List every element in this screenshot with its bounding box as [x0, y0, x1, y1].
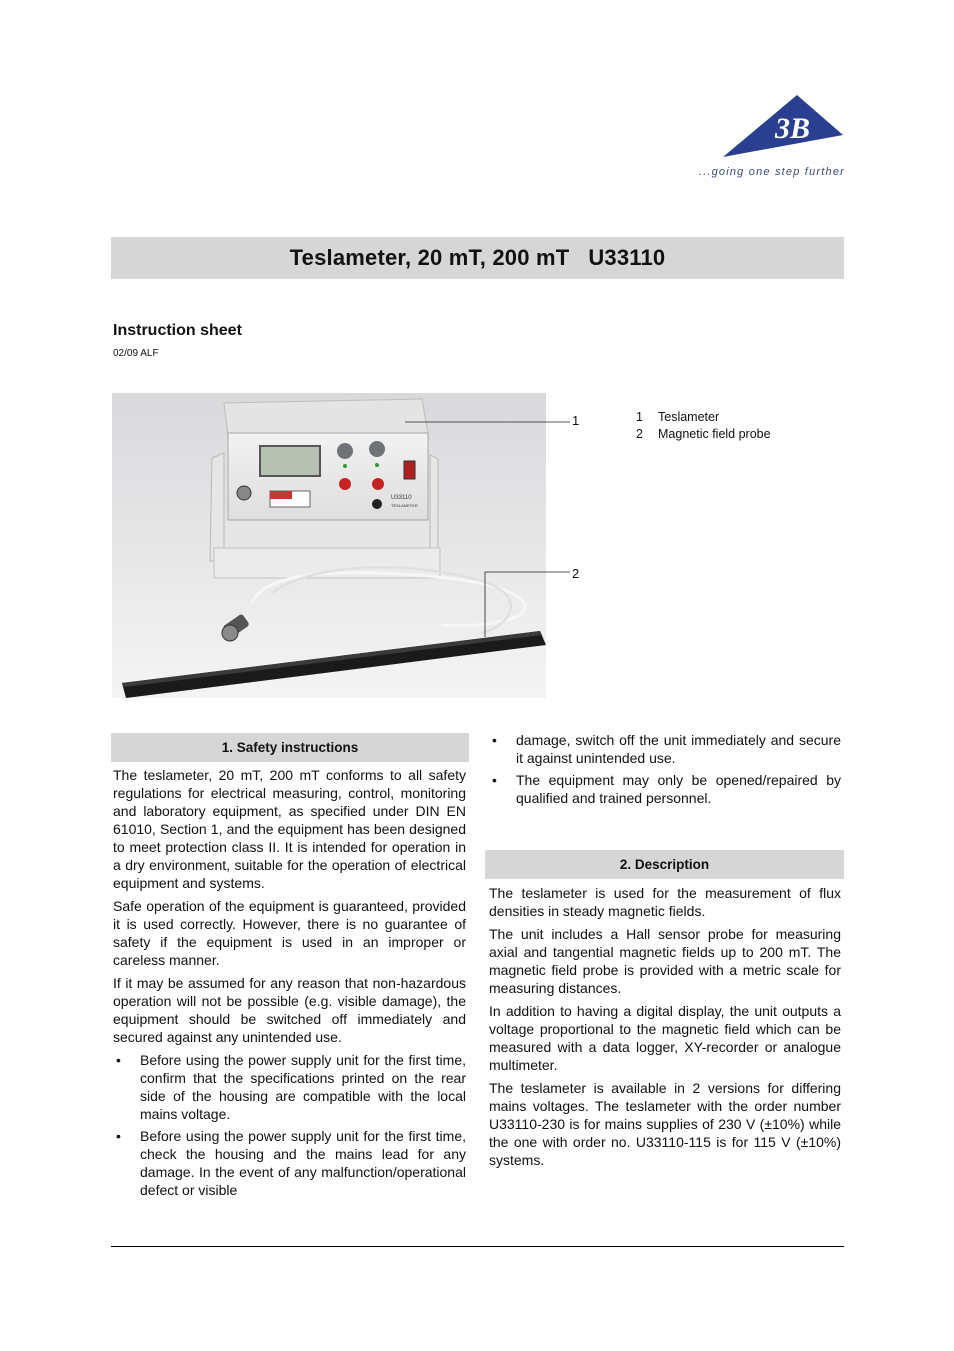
svg-text:U33110: U33110 [391, 495, 412, 501]
product-title: Teslameter, 20 mT, 200 mT U33110 [289, 245, 666, 270]
callout-number-1: 1 [572, 413, 580, 428]
right-column [489, 884, 841, 1174]
logo-tagline: ...going one step further [698, 166, 845, 178]
list-item-continued: • damage, switch off the unit immediately and secure it against unintended use. [489, 731, 841, 767]
date-code: 02/09 ALF [113, 348, 159, 359]
safety-list [113, 1051, 466, 1199]
legend-item: 1 Teslameter [636, 410, 720, 424]
safety-list-continued [489, 731, 841, 807]
list-item: • The equipment may only be opened/repaired by qualified and trained personnel. [489, 771, 841, 807]
paragraph: The teslameter is used for the measurement of flux densities in steady magnetic fields. [489, 885, 841, 919]
product-photo [112, 393, 546, 698]
paragraph: Safe operation of the equipment is guaranteed, provided it is used correctly. However, there is no guarantee of safety if the equipment is used in an improper or careless manner. [113, 898, 466, 968]
section-heading-safety: 1. Safety instructions [111, 733, 469, 762]
figure-legend [636, 409, 771, 443]
paragraph: In addition to having a digital display, the unit outputs a voltage proportional to the magnetic field which can be measured with a data logger, XY-recorder or analogue multimeter. [489, 1003, 841, 1073]
svg-text:TESLAMETER: TESLAMETER [391, 503, 418, 508]
paragraph: The teslameter is available in 2 versions for differing mains voltages. The teslameter with the order number U33110-230 is for mains supplies of 230 V (±10%) while the one with order no. U33110-115 is for 115 V (±10%) systems. [489, 1080, 841, 1168]
list-item: • Before using the power supply unit for the first time, check the housing and the mains lead for any damage. In the event of any malfunction/operational defect or visible [113, 1127, 466, 1199]
paragraph: If it may be assumed for any reason that non-hazardous operation will not be possible (e.g. visible damage), the equipment should be switched off immediately and secured against any unintended use. [113, 975, 466, 1045]
title-bar [111, 237, 844, 279]
callout-number-2: 2 [572, 566, 580, 581]
document-subtitle: Instruction sheet [113, 322, 242, 339]
callout-line-1 [405, 415, 570, 435]
section-heading-description: 2. Description [485, 850, 844, 879]
right-column-top [489, 731, 841, 811]
svg-text:R: R [821, 131, 825, 137]
svg-text:3B: 3B [775, 112, 811, 145]
paragraph: The unit includes a Hall sensor probe for measuring axial and tangential magnetic fields up to 200 mT. The magnetic field probe is provided with a metric scale for measuring distances. [489, 926, 841, 996]
left-column [113, 766, 466, 1199]
footer-rule [111, 1246, 844, 1247]
callout-line-2 [484, 570, 570, 638]
paragraph: The teslameter, 20 mT, 200 mT conforms to all safety regulations for electrical measuring, control, monitoring and laboratory equipment, as specified under DIN EN 61010, Section 1, and the equipment has been designed to meet protection class II. It is intended for operation in a dry environment, suitable for the operation of electrical equipment and systems. [113, 767, 466, 891]
list-item: • Before using the power supply unit for the first time, confirm that the specifications printed on the rear side of the housing are compatible with the local mains voltage. [113, 1051, 466, 1123]
legend-item: 2 Magnetic field probe [636, 427, 771, 441]
